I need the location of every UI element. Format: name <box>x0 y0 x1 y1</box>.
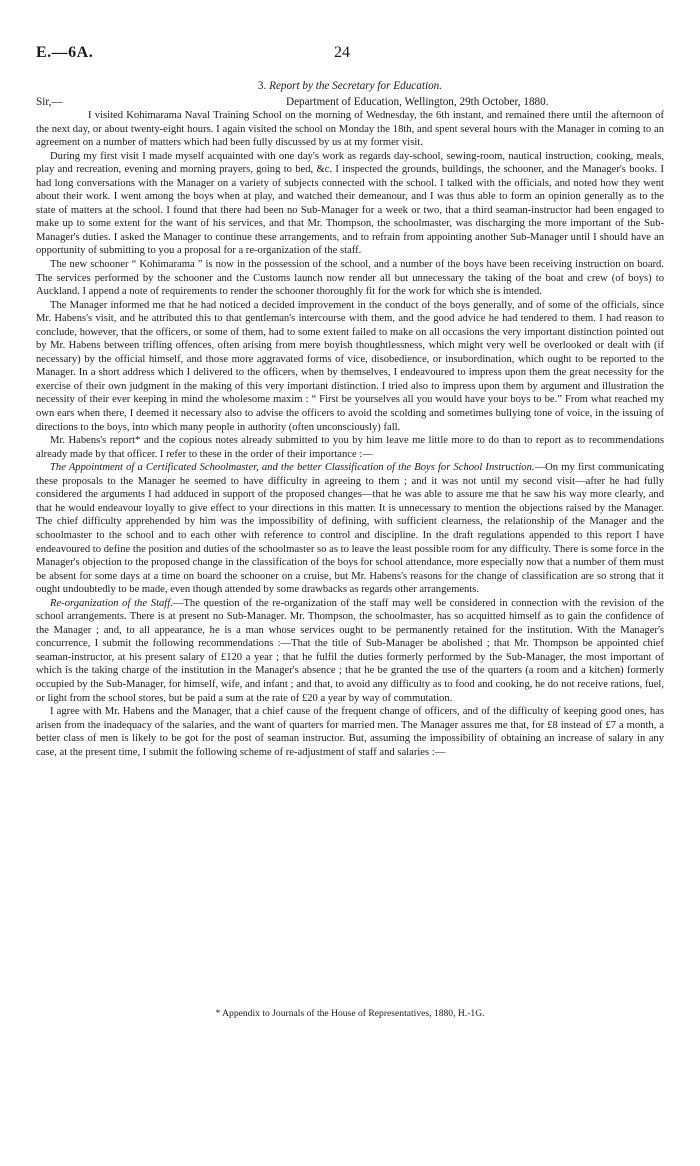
document-code: E.—6A. <box>36 44 94 61</box>
footnote: * Appendix to Journals of the House of Representatives, 1880, H.-1G. <box>215 1008 485 1019</box>
paragraph-4: The Manager informed me that he had noticed a decided improvement in the conduct of the boys generally, and of some of the officials, since Mr. Habens's visit, and he attributed this to that gentleman's intercourse with them, and the good advice he had tendered to them. I had reason to conclude, however, that the officers, or some of them, had to some extent failed to make on all occasions the very important distinction pointed out by Mr. Habens between trifling offences, often arising from mere boyish thoughtlessness, which might very well be overlooked or dealt with (if necessary) by the official himself, and those more aggravated forms of vice, disobedience, or insubordination, which ought to be reported to the Manager. In a short address which I delivered to the officers, when by themselves, I endeavoured to impress upon them the great necessity for the exercise of their own judgment in the making of this very important distinction. I tried also to impress upon them by argument and illustration the necessity of their ever keeping in mind the wholesome maxim : “ First be yourselves all you would have your boys to be.” From what reached my own ears when there, I deemed it necessary also to advise the officers to avoid the scolding and sometimes bullying tone of voice, in the issuing of directions to the boys, into which many people in authority (often unconsciously) fall. <box>36 299 664 433</box>
paragraph-5: Mr. Habens's report* and the copious notes already submitted to you by him leave me little more to do than to report as to recommendations already made by that officer. I refer to these in the order of their importance :— <box>36 435 664 460</box>
section-title-text: Report by the Secretary for Education. <box>269 80 443 92</box>
paragraph-3: The new schooner “ Kohimarama ” is now in the possession of the school, and a number of the boys have been receiving instruction on board. The services performed by the schooner and the Customs launch now render all but unnecessary the taking of the boat and crew (of boys) to Auckland. I append a note of requirements to render the schooner thoroughly fit for the work for which she is intended. <box>36 259 664 298</box>
paragraph-7-text: —The question of the re-organization of the staff may well be considered in connection with the revision of the school arrangements. There is at present no Sub-Manager. Mr. Thompson, the schoolmaster, has so acquitted himself as to gain the confidence of the Manager ; and, to all appearance, he is a man whose services ought to be permanently retained for the institution. With the Manager's concurrence, I submit the following recommendations :—That the title of Sub-Manager be abolished ; that Mr. Thompson be appointed chief seaman-instructor, at his present salary of £120 a year ; that he fulfil the duties formerly performed by the Sub-Manager, the most important of which is the taking charge of the institution in the Manager's absence ; that he be granted the use of the quarters (a room and a kitchen) formerly occupied by the Sub-Manager, for himself, wife, and infant ; and that, to avoid any difficulty as to food and cooking, he do not receive rations, fuel, or light from the school stores, but be paid a sum at the rate of £20 a year by way of commutation. <box>36 597 664 704</box>
paragraph-7 <box>36 597 664 705</box>
paragraph-8: I agree with Mr. Habens and the Manager, that a chief cause of the frequent change of officers, and of the difficulty of keeping good ones, has arisen from the inadequacy of the salaries, and the want of quarters for married men. The Manager assures me that, for £8 instead of £7 a month, a better class of men is likely to be got for the post of seaman instructor. But, assuming the impossibility of obtaining an increase of salary in any case, at the present time, I submit the following scheme of re-adjustment of staff and salaries :— <box>36 706 664 758</box>
paragraph-7-heading: Re-organization of the Staff. <box>50 597 173 609</box>
section-number: 3. <box>257 80 267 92</box>
page-number: 24 <box>334 44 350 61</box>
paragraph-6-text: —On my first communicating these proposals to the Manager he seemed to have difficulty in agreeing to them ; and it was not until my second visit—after he had fully considered the arguments I had adduced in support of the proposed changes—that he was able to assure me that he saw his way more clearly, and that he would endeavour loyally to give effect to your directions in this matter. It is unnecessary to mention the objections raised by the Manager. The chief difficulty apprehended by him was the impossibility of defining, with sufficient clearness, the relationship of the Manager and the schoolmaster to the school and to each other with reference to control and discipline. In the draft regulations appended to this report I have endeavoured to define the position and duties of the schoolmaster so as to leave the least possible room for any difficulty. There is some force in the Manager's objection to the proposed change in the classification of the boys for school attendance, more especially now that a number of them must be absent for some days at a time on board the schooner on a cruise, but Mr. Habens's reasons for the change of classification are so strong that it ought undoubtedly to be made, even though attended by some drawbacks as regards other arrangements. <box>36 462 664 596</box>
paragraph-1: I visited Kohimarama Naval Training School on the morning of Wednesday, the 6th instant, and remained there until the afternoon of the next day, or about twenty-eight hours. I again visited the school on Monday the 18th, and spent several hours with the Manager in coming to an agreement on a number of matters which had been fully discussed by us at my former visit. <box>36 110 664 149</box>
dateline: Department of Education, Wellington, 29th October, 1880. <box>286 96 549 108</box>
paragraph-6-heading: The Appointment of a Certificated Schoolmaster, and the better Classification of the Boys for School Instruction. <box>50 462 535 474</box>
salutation: Sir,— <box>36 96 63 108</box>
report-body <box>36 109 664 759</box>
paragraph-6 <box>36 461 664 596</box>
paragraph-2: During my first visit I made myself acquainted with one day's work as regards day-school, sewing-room, nautical instruction, cooking, meals, play and recreation, evening and morning prayers, going to bed, &c. I inspected the grounds, buildings, the schooner, and the Manager's books. I had long conversations with the Manager on a variety of subjects connected with the school. I talked with the officials, and noted how they went about their work. I went among the boys when at play, and watched their demeanour, and I was thus able to form an opinion generally as to the state of matters at the school. I found that there had been no Sub-Manager for a week or two, that a third seaman-instructor had been engaged to make up to some extent for the want of his services, and that Mr. Thompson, the schoolmaster, was discharging the more important of the Sub-Manager's duties. I asked the Manager to continue these arrangements, and to refrain from appointing another Sub-Manager until I should have an opportunity of submitting to you a proposal for a re-organization of the staff. <box>36 150 664 257</box>
section-title <box>0 80 700 92</box>
